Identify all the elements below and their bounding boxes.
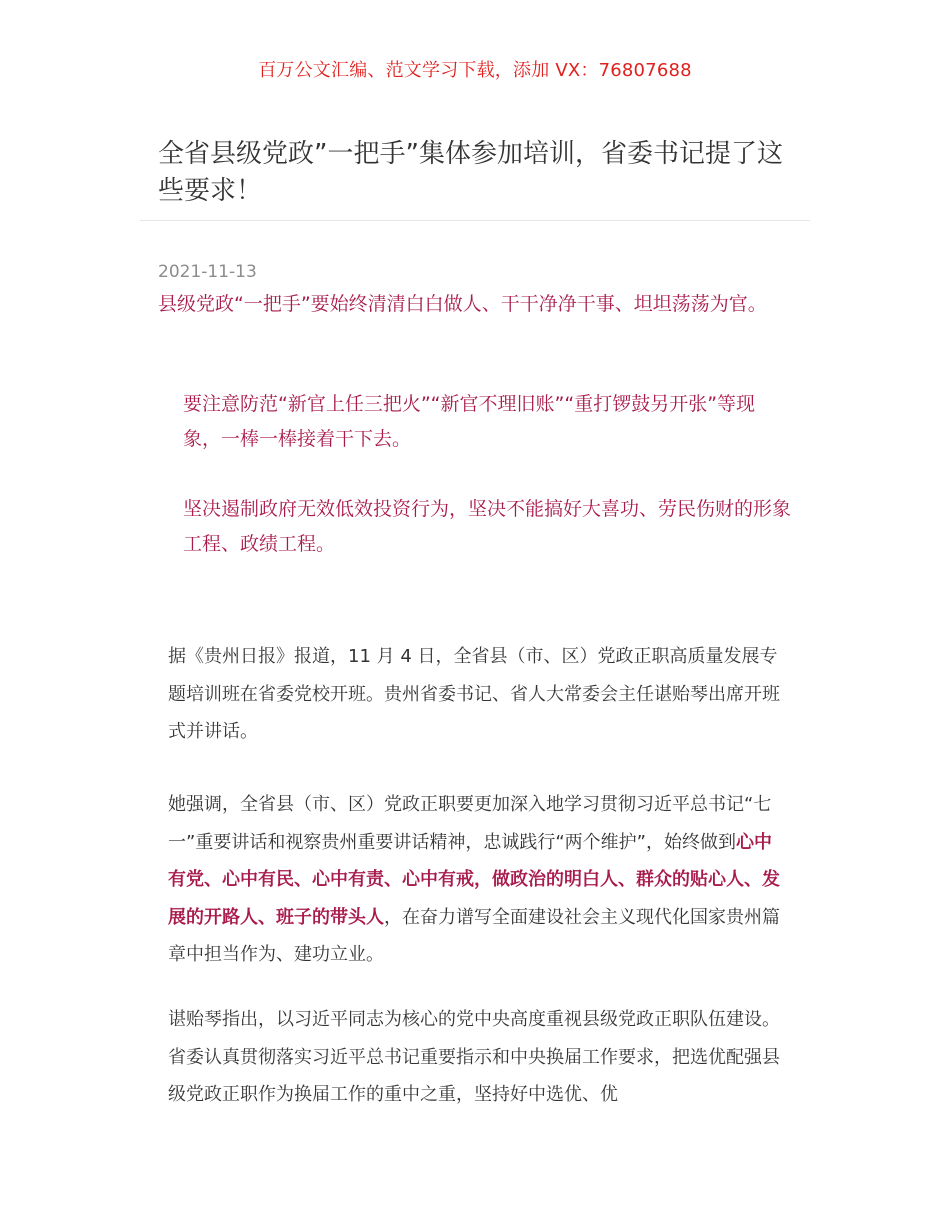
- body-paragraph-2: [168, 786, 788, 974]
- paragraph-2-text-before: 她强调，全省县（市、区）党政正职要更加深入地学习贯彻习近平总书记“七一”重要讲话和视察贵州重要讲话精神，忠诚践行“两个维护”，始终做到: [168, 794, 772, 853]
- paragraph-2-emphasis: 心中有党、心中有民、心中有责、心中有戒，做政治的明白人、群众的贴心人、发展的开路人、班子的带头人: [168, 831, 780, 928]
- body-paragraph-3: 谌贻琴指出，以习近平同志为核心的党中央高度重视县级党政正职队伍建设。省委认真贯彻落实习近平总书记重要指示和中央换届工作要求，把选优配强县级党政正职作为换届工作的重中之重，坚持好中选优、优: [168, 1009, 780, 1105]
- title-divider: [140, 220, 810, 221]
- publish-date: 2021-11-13: [158, 262, 257, 282]
- article-title: 全省县级党政”一把手”集体参加培训，省委书记提了这些要求！: [158, 139, 783, 206]
- highlight-quote-1: 要注意防范“新官上任三把火”“新官不理旧账”“重打锣鼓另开张”等现象，一棒一棒接着干下去。: [183, 393, 756, 450]
- highlight-quote-2: 坚决遏制政府无效低效投资行为，坚决不能搞好大喜功、劳民伤财的形象工程、政绩工程。: [183, 498, 792, 555]
- watermark-banner: 百万公文汇编、范文学习下载，添加 VX：76807688: [258, 60, 692, 81]
- paragraph-2-text-after: ，在奋力谱写全面建设社会主义现代化国家贵州篇章中担当作为、建功立业。: [168, 906, 780, 965]
- body-paragraph-1: 据《贵州日报》报道，11 月 4 日，全省县（市、区）党政正职高质量发展专题培训班在省委党校开班。贵州省委书记、省人大常委会主任谌贻琴出席开班式并讲话。: [168, 646, 780, 742]
- article-lead: 县级党政“一把手”要始终清清白白做人、干干净净干事、坦坦荡荡为官。: [158, 293, 767, 315]
